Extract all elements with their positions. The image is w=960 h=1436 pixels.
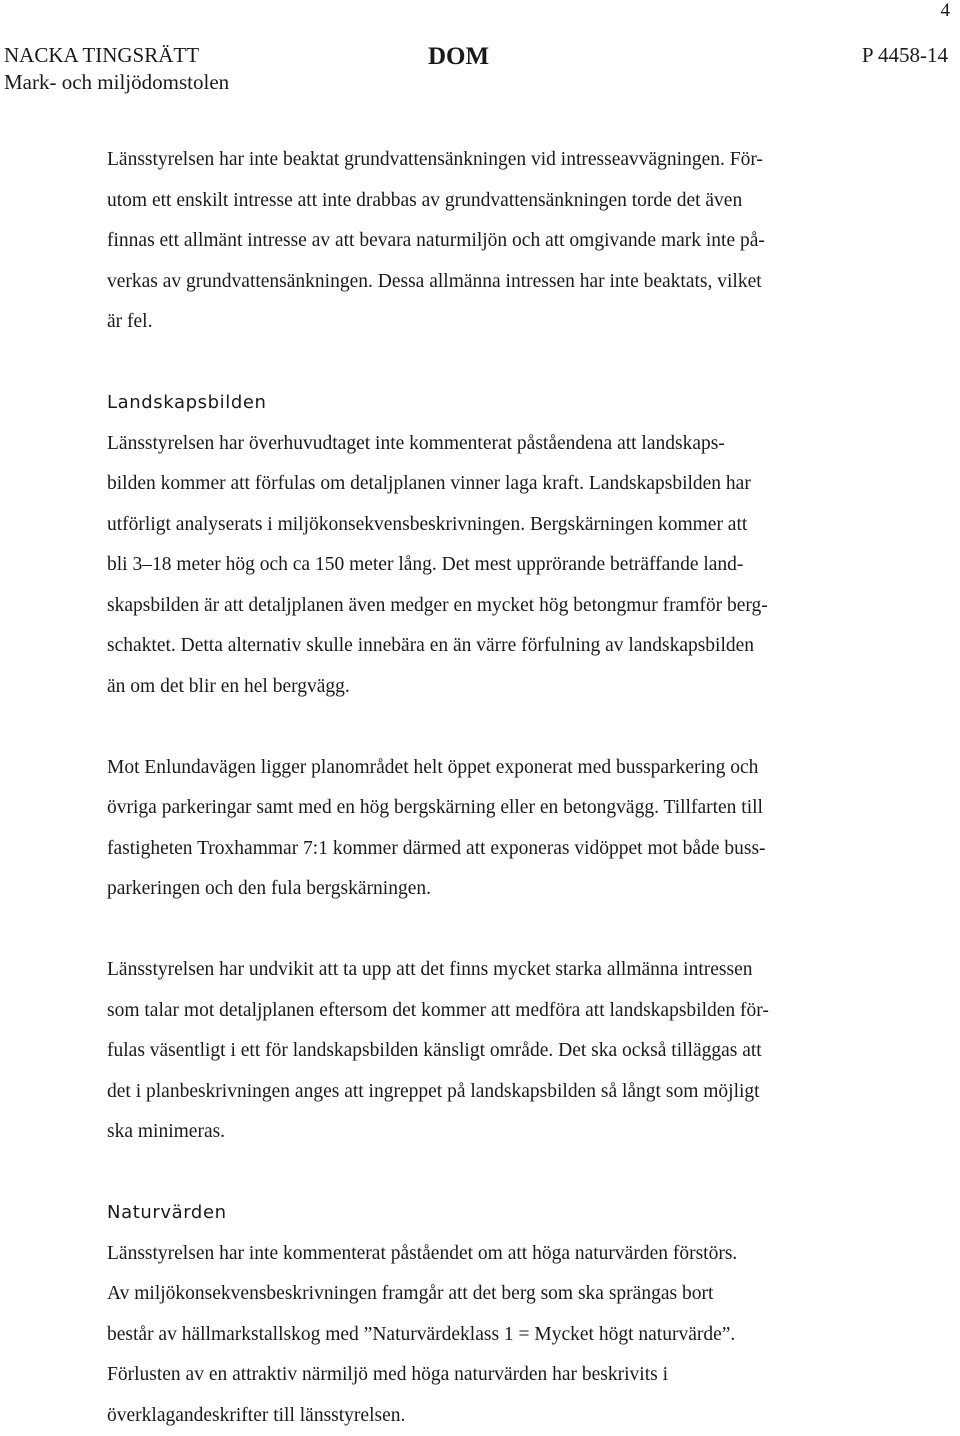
text-line: ska minimeras.: [107, 1112, 897, 1153]
text-line: bli 3–18 meter hög och ca 150 meter lång. Det mest upprörande beträffande land-: [107, 545, 897, 586]
text-line: som talar mot detaljplanen eftersom det kommer att medföra att landskapsbilden för-: [107, 991, 897, 1032]
text-line: Länsstyrelsen har inte beaktat grundvattensänkningen vid intresseavvägningen. För-: [107, 140, 897, 181]
text-line: Mot Enlundavägen ligger planområdet helt öppet exponerat med bussparkering och: [107, 748, 897, 789]
text-line: är fel.: [107, 302, 897, 343]
court-name: NACKA TINGSRÄTT: [4, 42, 199, 69]
text-line: överklagandeskrifter till länsstyrelsen.: [107, 1396, 897, 1436]
text-line: består av hällmarkstallskog med ”Naturvärdeklass 1 = Mycket högt naturvärde”.: [107, 1315, 897, 1356]
document-type: DOM: [428, 42, 489, 72]
court-department: Mark- och miljödomstolen: [4, 69, 229, 96]
section-landskapsbilden: [107, 383, 897, 707]
text-line: Av miljökonsekvensbeskrivningen framgår att det berg som ska sprängas bort: [107, 1274, 897, 1315]
case-number: P 4458-14: [862, 42, 948, 69]
text-line: utom ett enskilt intresse att inte drabbas av grundvattensänkningen torde det även: [107, 181, 897, 222]
section-heading: Naturvärden: [107, 1193, 897, 1234]
text-line: parkeringen och den fula bergskärningen.: [107, 869, 897, 910]
text-line: Länsstyrelsen har inte kommenterat påståendet om att höga naturvärden förstörs.: [107, 1234, 897, 1275]
page-number: 4: [941, 0, 951, 22]
paragraph-enlundavagen: [107, 748, 897, 910]
text-line: skapsbilden är att detaljplanen även medger en mycket hög betongmur framför berg-: [107, 586, 897, 627]
paragraph-groundwater: [107, 140, 897, 343]
text-line: Länsstyrelsen har undvikit att ta upp att det finns mycket starka allmänna intressen: [107, 950, 897, 991]
text-line: schaktet. Detta alternativ skulle innebära en än värre förfulning av landskapsbilden: [107, 626, 897, 667]
section-naturvarden: [107, 1193, 897, 1436]
section-heading: Landskapsbilden: [107, 383, 897, 424]
document-body: [107, 140, 897, 1436]
text-line: fulas väsentligt i ett för landskapsbilden känsligt område. Det ska också tilläggas att: [107, 1031, 897, 1072]
text-line: verkas av grundvattensänkningen. Dessa allmänna intressen har inte beaktats, vilket: [107, 262, 897, 303]
document-header: [4, 42, 948, 96]
text-line: det i planbeskrivningen anges att ingreppet på landskapsbilden så långt som möjligt: [107, 1072, 897, 1113]
text-line: Länsstyrelsen har överhuvudtaget inte kommenterat påståendena att landskaps-: [107, 424, 897, 465]
text-line: fastigheten Troxhammar 7:1 kommer därmed att exponeras vidöppet mot både buss-: [107, 829, 897, 870]
text-line: bilden kommer att förfulas om detaljplanen vinner laga kraft. Landskapsbilden har: [107, 464, 897, 505]
text-line: finnas ett allmänt intresse av att bevara naturmiljön och att omgivande mark inte på-: [107, 221, 897, 262]
text-line: Förlusten av en attraktiv närmiljö med höga naturvärden har beskrivits i: [107, 1355, 897, 1396]
text-line: än om det blir en hel bergvägg.: [107, 667, 897, 708]
paragraph-public-interests: [107, 950, 897, 1153]
text-line: övriga parkeringar samt med en hög bergskärning eller en betongvägg. Tillfarten till: [107, 788, 897, 829]
text-line: utförligt analyserats i miljökonsekvensbeskrivningen. Bergskärningen kommer att: [107, 505, 897, 546]
